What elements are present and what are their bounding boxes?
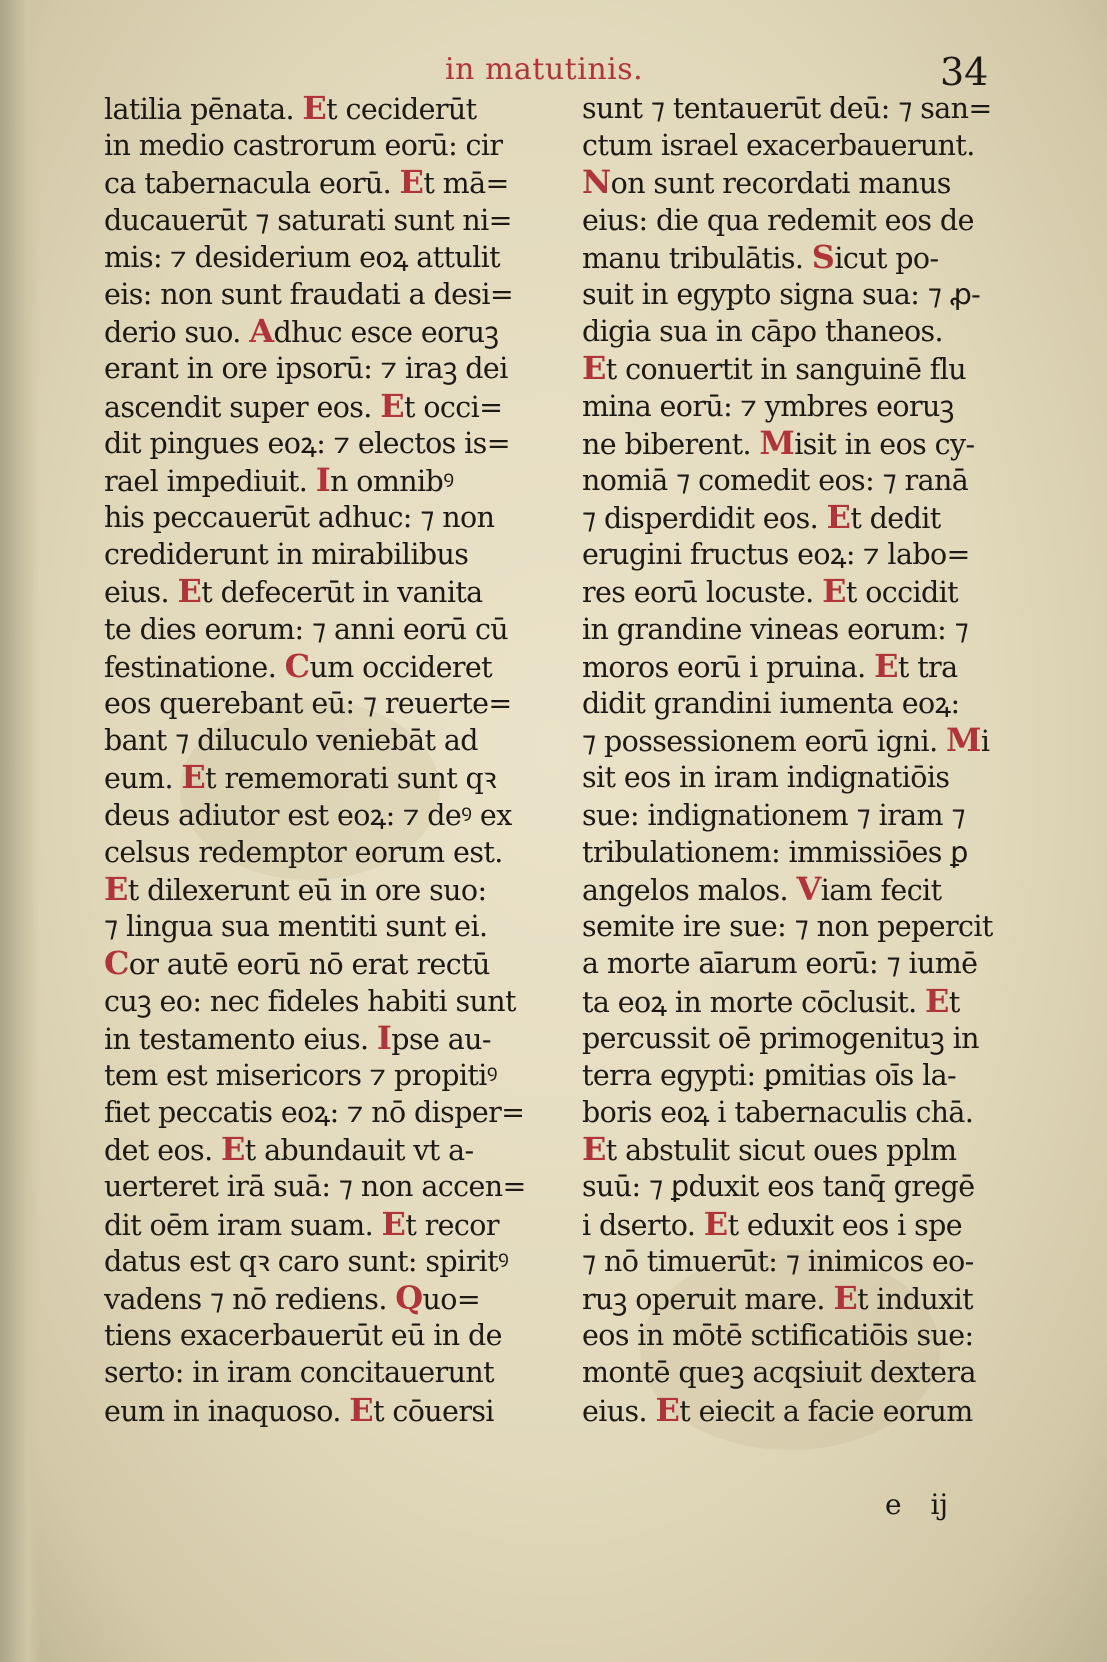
line-text: uerteret irā suā: ⁊ non accen= — [104, 1170, 526, 1204]
line-text: ⁊ lingua sua mentiti sunt ei. — [104, 910, 488, 944]
text-line — [104, 648, 554, 685]
text-line — [582, 1206, 1032, 1243]
text-line — [582, 908, 1032, 945]
line-text: rael impediuit. — [104, 464, 316, 498]
line-text: ducauerūt ⁊ saturati sunt ni= — [104, 203, 512, 237]
line-text: isit in eos cy- — [794, 427, 975, 461]
rubricated-initial: E — [582, 350, 606, 388]
text-line — [104, 536, 554, 573]
line-text: tribulationem: immissiōes ꝑ — [582, 835, 968, 869]
text-line — [104, 983, 554, 1020]
line-text: in testamento eius. — [104, 1022, 377, 1056]
line-text: eius. — [582, 1394, 656, 1428]
text-line — [582, 313, 1032, 350]
line-text: manu tribulātis. — [582, 241, 812, 275]
line-text: eum in inaquoso. — [104, 1394, 350, 1428]
line-text: t occi= — [404, 390, 503, 424]
line-text: det eos. — [104, 1134, 221, 1168]
text-line — [104, 202, 554, 239]
line-text: ⁊ possessionem eorū igni. — [582, 725, 946, 759]
line-text: eius. — [104, 576, 178, 610]
rubricated-initial: E — [302, 90, 327, 127]
left-text-column — [104, 90, 554, 1429]
line-text: t occidit — [845, 576, 959, 610]
line-text: icut po- — [834, 241, 939, 275]
text-line — [104, 1057, 554, 1094]
line-text: t cōuersi — [373, 1394, 494, 1428]
rubricated-initial: E — [380, 387, 405, 425]
text-line — [104, 388, 554, 425]
line-text: latilia pēnata. — [104, 93, 303, 126]
line-text: on sunt recordati manus — [610, 167, 951, 201]
line-text: bant ⁊ diluculo veniebāt ad — [104, 724, 478, 758]
line-text: ascendit super eos. — [104, 390, 381, 424]
line-text: tiens exacerbauerūt eū in de — [104, 1319, 502, 1353]
text-line — [582, 239, 1032, 276]
line-text: t ceciderūt — [326, 93, 477, 126]
text-line — [104, 276, 554, 313]
line-text: mis: ⁊ desiderium eoꝝ attulit — [104, 240, 501, 274]
line-text: digia sua in cāpo thaneos. — [582, 315, 944, 349]
rubricated-initial: E — [181, 759, 206, 797]
line-text: t induxit — [857, 1283, 973, 1316]
text-line — [582, 1168, 1032, 1205]
text-line — [582, 1243, 1032, 1280]
text-line — [104, 759, 554, 796]
text-line — [582, 499, 1032, 536]
text-line — [582, 983, 1032, 1020]
line-text: in grandine vineas eorum: ⁊ — [582, 612, 969, 646]
rubricated-initial: M — [759, 424, 795, 462]
line-text: t tra — [897, 650, 958, 684]
text-line — [104, 462, 554, 499]
line-text: t — [948, 985, 960, 1019]
text-line — [104, 611, 554, 648]
line-text: t abundauit vt a- — [244, 1134, 474, 1168]
text-line — [582, 797, 1032, 834]
line-text: percussit oē primogenituꝫ in — [582, 1021, 979, 1055]
text-line — [104, 350, 554, 387]
page-gutter-shadow — [0, 0, 40, 1662]
text-line — [104, 499, 554, 536]
text-line — [104, 908, 554, 945]
text-line — [104, 834, 554, 871]
text-line — [104, 1020, 554, 1057]
text-line — [582, 648, 1032, 685]
text-line — [582, 611, 1032, 648]
text-line — [582, 834, 1032, 871]
folio-number: 34 — [940, 50, 989, 94]
line-text: deus adiutor est eoꝝ: ⁊ deꝰ ex — [104, 798, 512, 832]
line-text: cuꝫ eo: nec fideles habiti sunt — [104, 984, 516, 1018]
text-line — [582, 573, 1032, 610]
text-line — [582, 1131, 1032, 1168]
text-line — [104, 1131, 554, 1168]
line-text: ne biberent. — [582, 427, 760, 461]
rubricated-initial: E — [349, 1391, 374, 1429]
text-line — [582, 350, 1032, 387]
text-line — [104, 425, 554, 462]
line-text: res eorū locuste. — [582, 576, 823, 610]
line-text: sunt ⁊ tentauerūt deū: ⁊ san= — [582, 92, 992, 125]
text-line — [104, 90, 554, 127]
line-text: eis: non sunt fraudati a desi= — [104, 277, 514, 311]
line-text: sit eos in iram indignatiōis — [582, 761, 950, 795]
rubricated-initial: E — [703, 1205, 728, 1243]
text-line — [582, 722, 1032, 759]
line-text: i dserto. — [582, 1208, 704, 1242]
text-line — [104, 1354, 554, 1391]
line-text: his peccauerūt adhuc: ⁊ non — [104, 501, 495, 535]
text-line — [582, 276, 1032, 313]
line-text: t eiecit a facie eorum — [679, 1394, 973, 1428]
rubricated-initial: C — [104, 945, 129, 983]
line-text: ctum israel exacerbauerunt. — [582, 129, 975, 163]
line-text: tem est misericors ⁊ propitiꝰ — [104, 1058, 498, 1092]
line-text: t dedit — [850, 502, 941, 536]
line-text: vadens ⁊ nō rediens. — [104, 1283, 396, 1316]
line-text: t rememorati sunt qꝛ — [205, 762, 497, 796]
line-text: datus est qꝛ caro sunt: spiritꝰ — [104, 1244, 509, 1278]
line-text: dhuc esce eoruꝫ — [273, 316, 499, 350]
line-text: iam fecit — [820, 873, 942, 907]
line-text: um occideret — [309, 650, 492, 684]
rubricated-initial: M — [946, 722, 981, 760]
line-text: celsus redemptor eorum est. — [104, 835, 503, 869]
line-text: suū: ⁊ ꝑduxit eos tanq̄ gregē — [582, 1170, 975, 1204]
rubricated-initial: E — [399, 164, 424, 202]
line-text: festinatione. — [104, 650, 285, 684]
text-line — [582, 1057, 1032, 1094]
line-text: or autē eorū nō erat rectū — [128, 948, 490, 982]
text-line — [582, 536, 1032, 573]
line-text: ca tabernacula eorū. — [104, 167, 400, 201]
line-text: mina eorū: ⁊ ymbres eoruꝫ — [582, 389, 954, 423]
text-line — [582, 1094, 1032, 1131]
line-text: ruꝫ operuit mare. — [582, 1283, 834, 1316]
text-line — [104, 313, 554, 350]
line-text: serto: in iram concitauerunt — [104, 1356, 494, 1390]
line-text: didit grandini iumenta eoꝝ: — [582, 687, 960, 720]
text-line — [104, 722, 554, 759]
line-text: n omnibꝰ — [330, 464, 454, 498]
text-line — [104, 1392, 554, 1429]
text-line — [582, 945, 1032, 982]
text-line — [104, 1094, 554, 1131]
rubricated-initial: N — [582, 164, 611, 202]
rubricated-initial: A — [249, 313, 274, 351]
line-text: fiet peccatis eoꝝ: ⁊ nō disper= — [104, 1096, 525, 1130]
rubricated-initial: E — [582, 1131, 606, 1169]
line-text: in medio castrorum eorū: cir — [104, 129, 503, 163]
line-text: a morte aīarum eorū: ⁊ iumē — [582, 947, 978, 981]
right-text-column — [582, 90, 1032, 1429]
rubricated-initial: E — [925, 982, 949, 1020]
line-text: suit in egypto signa sua: ⁊ ꝓ- — [582, 277, 981, 311]
text-line — [104, 239, 554, 276]
rubricated-initial: E — [874, 647, 898, 685]
rubricated-initial: V — [796, 870, 821, 908]
line-text: pse au- — [391, 1022, 491, 1056]
text-line — [582, 462, 1032, 499]
rubricated-initial: E — [381, 1205, 406, 1243]
line-text: angelos malos. — [582, 873, 797, 907]
rubricated-initial: E — [822, 573, 846, 611]
text-line — [582, 425, 1032, 462]
text-line — [582, 759, 1032, 796]
line-text: eos querebant eū: ⁊ reuerte= — [104, 687, 512, 720]
rubricated-initial: E — [826, 499, 851, 537]
rubricated-initial: E — [221, 1131, 245, 1169]
text-line — [582, 1020, 1032, 1057]
line-text: eius: die qua redemit eos de — [582, 203, 974, 237]
line-text: ta eoꝝ in morte cōclusit. — [582, 985, 926, 1019]
text-line — [104, 945, 554, 982]
line-text: t mā= — [423, 167, 509, 201]
line-text: crediderunt in mirabilibus — [104, 538, 469, 572]
rubricated-initial: I — [376, 1019, 392, 1057]
rubricated-initial: E — [655, 1391, 680, 1429]
line-text: ⁊ disperdidit eos. — [582, 502, 827, 536]
text-line — [582, 1280, 1032, 1317]
line-text: ⁊ nō timuerūt: ⁊ inimicos eo- — [582, 1244, 974, 1278]
line-text: t recor — [405, 1208, 499, 1242]
text-line — [582, 127, 1032, 164]
text-line — [582, 90, 1032, 127]
text-line — [104, 127, 554, 164]
line-text: eos in mōtē sctificatiōis sue: — [582, 1319, 974, 1353]
line-text: montē queꝫ acqsiuit dextera — [582, 1356, 976, 1390]
text-line — [582, 1317, 1032, 1354]
line-text: uo= — [422, 1283, 481, 1316]
line-text: te dies eorum: ⁊ anni eorū cū — [104, 612, 509, 646]
text-line — [582, 1392, 1032, 1429]
line-text: boris eoꝝ i tabernaculis chā. — [582, 1096, 974, 1130]
text-line — [104, 797, 554, 834]
line-text: nomiā ⁊ comedit eos: ⁊ ranā — [582, 463, 969, 497]
text-line — [104, 1317, 554, 1354]
line-text: semite ire sue: ⁊ non pepercit — [582, 910, 993, 944]
line-text: i — [980, 725, 990, 759]
rubricated-initial: Q — [395, 1280, 423, 1317]
rubricated-initial: C — [284, 647, 310, 685]
line-text: sue: indignationem ⁊ iram ⁊ — [582, 798, 965, 832]
running-head: in matutinis. — [445, 52, 644, 87]
text-line — [104, 1280, 554, 1317]
line-text: dit oēm iram suam. — [104, 1208, 382, 1242]
text-line — [582, 164, 1032, 201]
text-line — [582, 685, 1032, 722]
rubricated-initial: E — [833, 1280, 858, 1317]
rubricated-initial: I — [315, 461, 331, 499]
text-line — [104, 1168, 554, 1205]
line-text: t defecerūt in vanita — [201, 576, 483, 610]
text-line — [582, 202, 1032, 239]
text-line — [104, 685, 554, 722]
rubricated-initial: S — [811, 238, 835, 276]
line-text: terra egypti: ꝑmitias oīs la- — [582, 1058, 957, 1092]
line-text: t abstulit sicut oues pplm — [605, 1134, 957, 1168]
text-line — [582, 1354, 1032, 1391]
line-text: t conuertit in sanguinē flu — [605, 353, 967, 387]
line-text: moros eorū i pruina. — [582, 650, 875, 684]
rubricated-initial: E — [177, 573, 202, 611]
text-line — [104, 164, 554, 201]
text-line — [104, 573, 554, 610]
line-text: erant in ore ipsorū: ⁊ iraꝫ dei — [104, 352, 508, 386]
line-text: erugini fructus eoꝝ: ⁊ labo= — [582, 538, 970, 572]
line-text: dit pingues eoꝝ: ⁊ electos is= — [104, 426, 510, 460]
line-text: eum. — [104, 762, 182, 796]
text-line — [582, 388, 1032, 425]
text-line — [104, 1243, 554, 1280]
signature-mark: e ij — [885, 1488, 949, 1521]
text-line — [582, 871, 1032, 908]
line-text: derio suo. — [104, 316, 250, 350]
line-text: t dilexerunt eū in ore suo: — [127, 873, 487, 907]
text-line — [104, 1206, 554, 1243]
text-line — [104, 871, 554, 908]
rubricated-initial: E — [104, 870, 128, 908]
line-text: t eduxit eos i spe — [727, 1208, 963, 1242]
